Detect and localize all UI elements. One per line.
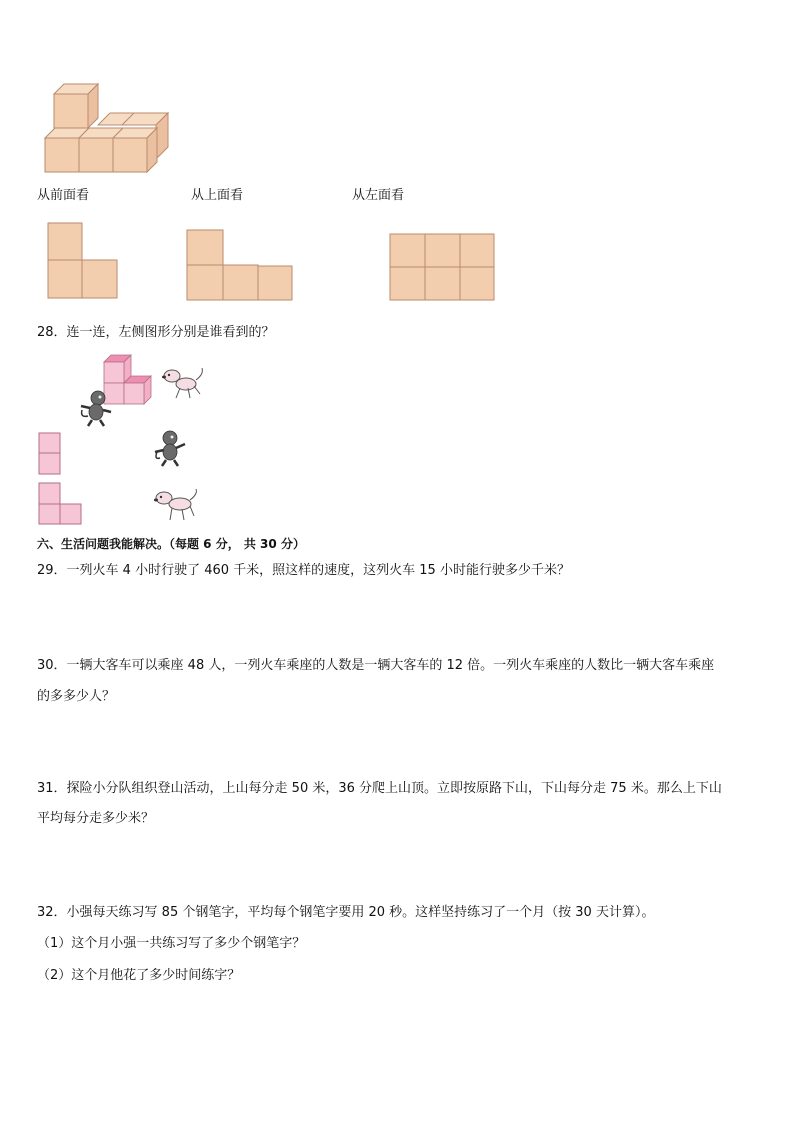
square <box>187 230 223 265</box>
cube-stack-3d <box>40 80 175 175</box>
square <box>48 223 82 260</box>
pink-square <box>39 433 60 453</box>
q29-text: 29．一列火车 4 小时行驶了 460 千米，照这样的速度，这列火车 15 小时能行驶多少千米？ <box>37 563 570 578</box>
q31-line2: 平均每分走多少米？ <box>37 811 155 826</box>
pink-cube-front <box>104 362 124 383</box>
pink-square <box>39 504 60 524</box>
pink-vertical-view <box>38 432 62 476</box>
square <box>223 265 258 300</box>
square <box>425 234 460 267</box>
pink-square <box>39 483 60 504</box>
square <box>82 260 117 298</box>
q32-text: 32．小强每天练习写 85 个钢笔字，平均每个钢笔字要用 20 秒。这样坚持练习了一个月（按 30 天计算）。 <box>37 905 655 920</box>
square <box>425 267 460 300</box>
cube-face-upper <box>54 94 88 128</box>
pink-square <box>39 453 60 474</box>
q30-line2: 的多多少人？ <box>37 689 116 704</box>
pink-square <box>60 504 81 524</box>
front-view-figure <box>47 222 119 300</box>
square <box>390 267 425 300</box>
pink-cube-front <box>124 383 144 404</box>
q32-sub1: （1）这个月小强一共练习写了多少个钢笔字？ <box>37 936 306 951</box>
left-view-label: 从左面看 <box>352 188 405 203</box>
cube-face-front <box>45 138 79 172</box>
top-view-label: 从上面看 <box>191 188 244 203</box>
left-view-figure <box>389 233 496 301</box>
front-view-label: 从前面看 <box>37 188 90 203</box>
dog-icon <box>160 366 208 402</box>
monkey-icon <box>152 430 188 468</box>
pink-l-view <box>38 482 84 526</box>
q30-line1: 30．一辆大客车可以乘座 48 人，一列火车乘座的人数是一辆大客车的 12 倍。一列火车乘座的人数比一辆大客车乘座 <box>37 658 715 673</box>
square <box>258 266 292 300</box>
q31-line1: 31．探险小分队组织登山活动，上山每分走 50 米，36 分爬上山顶。立即按原路下山，下山每分走 75 米。那么上下山 <box>37 781 722 796</box>
square <box>460 234 494 267</box>
cube-face-front <box>79 138 113 172</box>
square <box>460 267 494 300</box>
top-view-figure <box>186 229 294 302</box>
q28-text: 28．连一连，左侧图形分别是谁看到的？ <box>37 325 275 340</box>
square <box>187 265 223 300</box>
square <box>48 260 82 298</box>
square <box>390 234 425 267</box>
q32-sub2: （2）这个月他花了多少时间练字？ <box>37 968 241 983</box>
section-6-title: 六、生活问题我能解决。（每题 6 分， 共 30 分） <box>37 537 305 551</box>
dog-icon <box>152 488 202 524</box>
monkey-icon <box>78 390 114 428</box>
cube-face-front <box>113 138 147 172</box>
